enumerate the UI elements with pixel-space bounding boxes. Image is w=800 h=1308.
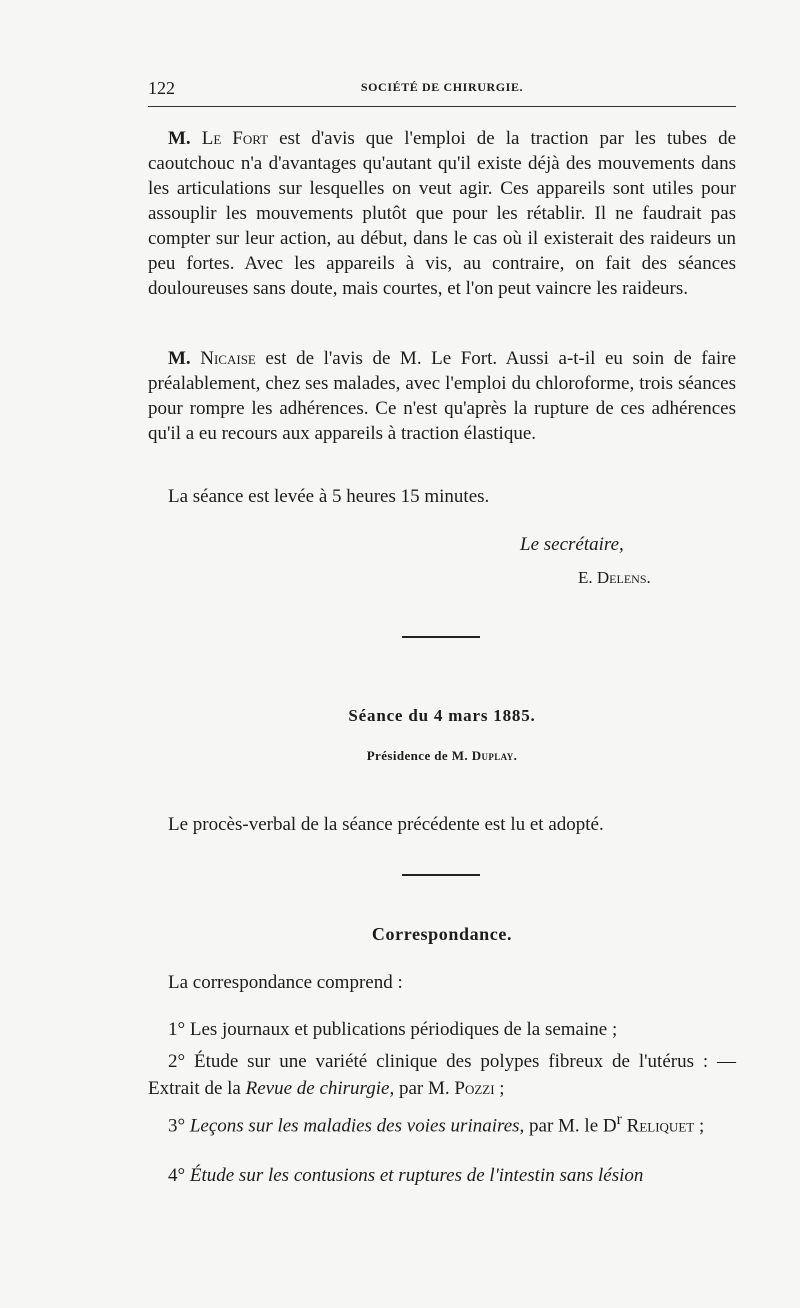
- item-text: , par M.: [389, 1078, 455, 1099]
- item-text: ;: [494, 1078, 505, 1099]
- speaker-name: Le Fort: [201, 128, 269, 149]
- running-title: SOCIÉTÉ DE CHIRURGIE.: [360, 80, 524, 94]
- speaker-name: Nicaise: [200, 348, 256, 369]
- signature-name: [578, 568, 651, 588]
- running-header: [148, 78, 736, 100]
- item-number: 3°: [168, 1115, 190, 1137]
- paragraph-text: est d'avis que l'emploi de la traction par les tubes de caoutchouc n'a d'avantages qu'autant qu'il existe déjà des mouvements dans les articulations sur lesquelles on veut agir. Ces appareils sont utiles pour assouplir les mouvements plutôt que pour les rétablir. Il ne faudrait pas compter sur leur action, au début, dans le cas où il existerait des raideurs un peu fortes. Avec les appareils à vis, au contraire, on fait des séances douloureuses sans doute, mais courtes, et l'on peut vaincre les raideurs.: [148, 128, 737, 299]
- minutes-text: Le procès-verbal de la séance précédente est lu et adopté.: [168, 814, 604, 835]
- correspondence-heading: Correspondance.: [371, 924, 513, 944]
- session-presidence: [148, 748, 736, 764]
- speaker-title: M.: [168, 348, 191, 369]
- work-title: Leçons sur les maladies des voies urinaires: [189, 1115, 520, 1137]
- author-name: Reliquet: [626, 1115, 695, 1137]
- correspondence-item-1: 1° Les journaux et publications périodiques de la semaine ;: [168, 1019, 618, 1040]
- work-title: Étude sur les contusions et ruptures de l'intestin sans lésion: [189, 1165, 644, 1186]
- president-name: Duplay.: [471, 748, 518, 763]
- correspondence-item-4: [148, 1162, 736, 1189]
- item-text: 2° Étude sur une variété clinique des polypes fibreux de l'utérus : — Extrait de la: [148, 1051, 736, 1099]
- item-text: , par M. le D: [519, 1115, 617, 1137]
- item-text: ;: [694, 1115, 705, 1137]
- session-title: Séance du 4 mars 1885.: [348, 706, 536, 725]
- section-divider: [402, 636, 480, 638]
- item-superscript: r: [616, 1111, 622, 1128]
- presidence-label: Présidence de M.: [366, 748, 469, 763]
- page-number: 122: [148, 78, 175, 98]
- speaker-title: M.: [168, 128, 191, 149]
- header-rule: [148, 106, 736, 107]
- paragraph-nicaise: [148, 346, 736, 446]
- section-divider: [402, 874, 480, 876]
- correspondence-item-3: [148, 1106, 736, 1139]
- signature-surname: Delens.: [596, 568, 651, 587]
- journal-title: Revue de chirurgie: [245, 1078, 390, 1099]
- author-name: Pozzi: [454, 1078, 495, 1099]
- item-number: 4°: [168, 1165, 190, 1186]
- paragraph-le-fort: [148, 126, 736, 301]
- paragraph-text: est de l'avis de M. Le Fort. Aussi a-t-il eu soin de faire préalablement, chez ses malades, avec l'emploi du chloroforme, trois séances pour rompre les adhérences. Ce n'est qu'après la rupture de ces adhérences qu'il a eu recours aux appareils à traction élastique.: [148, 348, 737, 444]
- correspondence-item-2: [148, 1048, 736, 1102]
- correspondence-intro: La correspondance comprend :: [168, 972, 403, 993]
- signature-role: Le secrétaire,: [520, 534, 624, 555]
- paragraph-closing: La séance est levée à 5 heures 15 minutes.: [168, 486, 490, 507]
- signature-initial: E.: [578, 568, 593, 587]
